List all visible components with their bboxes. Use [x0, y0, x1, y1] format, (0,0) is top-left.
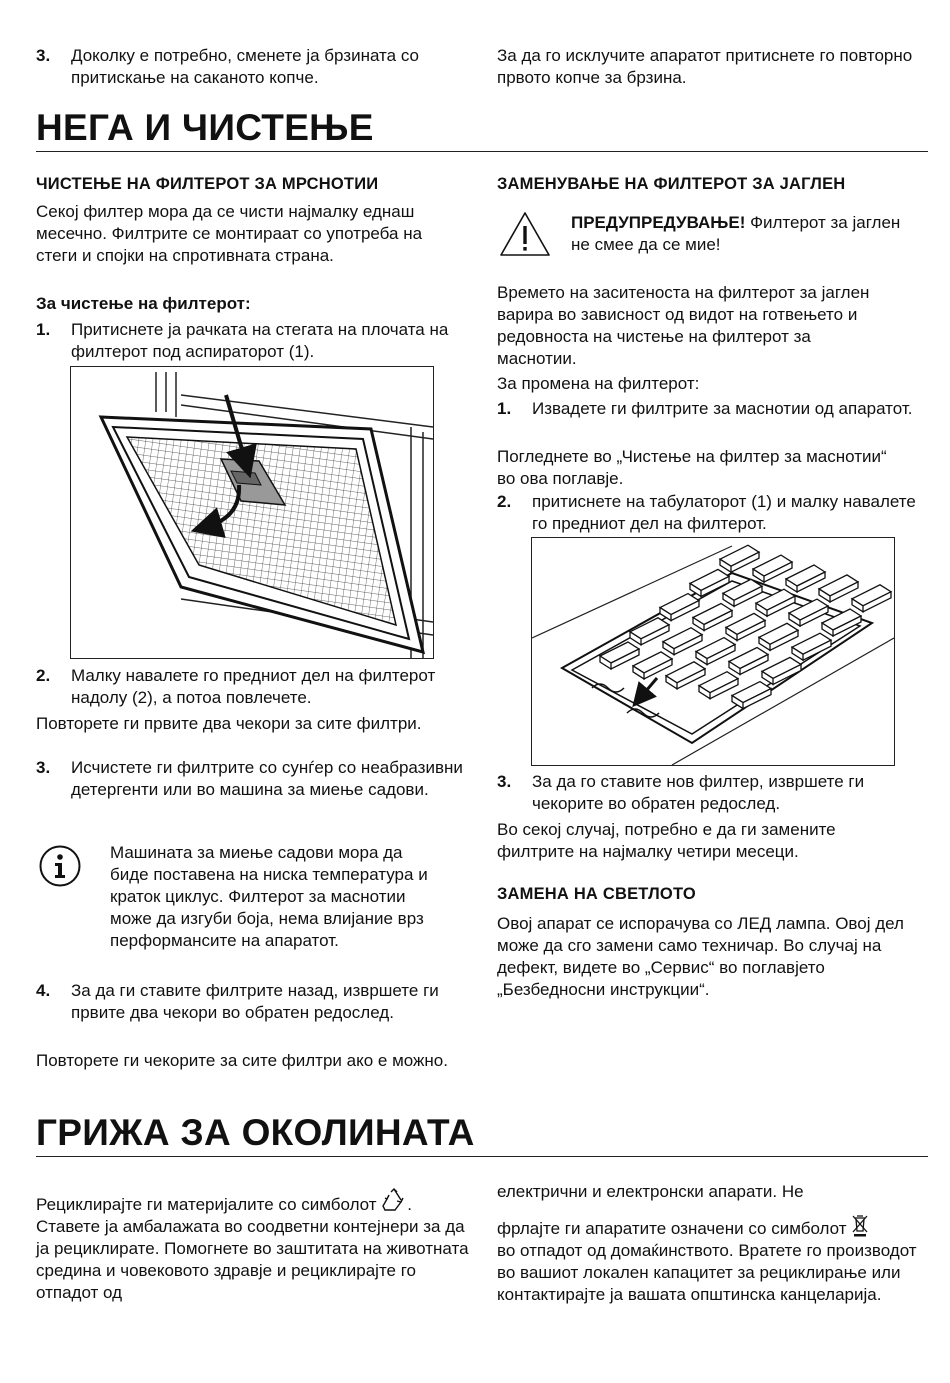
grease-filter-illustration — [71, 367, 433, 658]
step-text: За да го ставите нов филтер, извршете ги чекорите во обратен редослед. — [532, 772, 865, 813]
info-icon — [39, 845, 81, 887]
charcoal-para-4: Во секој случај, потребно е да ги замените филтрите на најмалку четири месеци. — [497, 820, 836, 861]
env-left-b: Ставете ја амбалажата во соодветни контејнери за да ја рециклирате. Помогнете во заштитата на животната средина и човековото здравје и рециклирајте го отпадот од — [36, 1217, 469, 1302]
top-right-text: За да го исклучите апаратот притиснете го повторно првото копче за брзина. — [497, 46, 913, 87]
warning-icon — [499, 211, 551, 257]
charcoal-para-2: За промена на филтерот: — [497, 374, 700, 393]
step-text: За да ги ставите филтрите назад, извршете ги првите два чекори во обратен редослед. — [71, 981, 439, 1022]
light-para: Овој апарат се испорачува со ЛЕД лампа. Овој дел може да сго замени само техничар. Во случај на дефект, видете во „Сервис“ во поглавјето „Безбедносни инструкции“. — [497, 914, 904, 999]
section-rule — [36, 151, 928, 152]
step-number: 3. — [36, 46, 51, 65]
charcoal-para-1: Времето на заситеноста на филтерот за јаглен варира во зависност од видот на готвењето и редовноста на чистење на филтерот за маснотии. — [497, 283, 870, 368]
env-left-a: Рециклирајте ги материјалите со симболот — [36, 1195, 382, 1214]
step-text: Малку навалете го предниот дел на филтерот надолу (2), а потоа повлечете. — [71, 666, 436, 707]
section-rule — [36, 1156, 928, 1157]
step-text: Извадете ги филтрите за маснотии од апаратот. — [532, 399, 913, 418]
step-number: 3. — [36, 758, 51, 777]
env-right-para — [497, 1213, 927, 1306]
figure-grease-filter — [70, 366, 434, 659]
charcoal-step-1 — [497, 398, 917, 442]
figure-charcoal-filter — [531, 537, 895, 766]
section-title-environment: ГРИЖА ЗА ОКОЛИНАТА — [36, 1112, 475, 1153]
step-number: 3. — [497, 772, 512, 791]
step-number: 1. — [497, 399, 512, 418]
top-step-3 — [36, 45, 466, 89]
step-text: Притиснете ја рачката на стегата на плочата на филтерот под аспираторот (1). — [71, 320, 449, 361]
heading-grease-filter: ЧИСТЕЊЕ НА ФИЛТЕРОТ ЗА МРСНОТИИ — [36, 175, 379, 193]
grease-step-3 — [36, 757, 471, 823]
grease-repeat-1: Повторете ги првите два чекори за сите филтри. — [36, 714, 422, 733]
step-text: притиснете на табулаторот (1) и малку навалете го предниот дел на филтерот. — [532, 492, 916, 533]
charcoal-filter-illustration — [532, 538, 894, 765]
charcoal-step-3 — [497, 771, 927, 815]
grease-step-2 — [36, 665, 466, 709]
heading-charcoal-filter: ЗАМЕНУВАЊЕ НА ФИЛТЕРОТ ЗА ЈАГЛЕН — [497, 175, 846, 193]
crossed-bin-icon — [851, 1213, 869, 1237]
step-number: 4. — [36, 981, 51, 1000]
step-text: Доколку е потребно, сменете ја брзината со притискање на саканото копче. — [71, 46, 419, 87]
grease-repeat-2: Повторете ги чекорите за сите филтри ако е можно. — [36, 1051, 448, 1070]
grease-intro: Секој филтер мора да се чисти најмалку еднаш месечно. Филтрите се монтираат со употреба на стеги и спојки на спротивната страна. — [36, 202, 423, 265]
step-number: 1. — [36, 320, 51, 339]
env-right-a: електрични и електронски апарати. Не — [497, 1182, 804, 1201]
env-right-b: фрлајте ги апаратите означени со симболот — [497, 1219, 847, 1238]
warning-label: ПРЕДУПРЕДУВАЊЕ! — [571, 213, 746, 232]
step-number: 2. — [497, 492, 512, 511]
grease-step-1 — [36, 319, 466, 363]
charcoal-para-3: Погледнете во „Чистење на филтер за маснотии“ во ова поглавје. — [497, 447, 887, 488]
recycle-icon — [381, 1188, 407, 1212]
heading-light-replacement: ЗАМЕНА НА СВЕТЛОТО — [497, 885, 696, 903]
step-text: Исчистете ги филтрите со сунѓер со неабразивни детергенти или во машина за миење садови. — [71, 758, 463, 799]
charcoal-step-2 — [497, 491, 917, 535]
step-number: 2. — [36, 666, 51, 685]
info-note-text: Машината за миење садови мора да биде поставена на ниска температура и краток циклус. Филтерот за маснотии може да изгуби боја, нема влијание врз перформансите на апаратот. — [110, 843, 428, 950]
warning-body: Филтерот за јаглен не смее да се мие! — [571, 213, 901, 254]
env-right-c: во отпадот од домаќинството. Вратете го производот во вашиот локален капацитет за рециклирање или контактирајте ја вашата општинска канцеларија. — [497, 1241, 917, 1304]
grease-step-4 — [36, 980, 471, 1046]
env-left-para: Рециклирајте ги материјалите со симболот . Ставете ја амбалажата во соодветни контејнери за да ја рециклирате. Помогнете во заштитата на животната средина и човековото здравје и рециклирајте го отпадот од — [36, 1188, 471, 1304]
grease-subheading: За чистење на филтерот: — [36, 294, 251, 313]
warning-text — [571, 212, 911, 256]
section-title-care: НЕГА И ЧИСТЕЊЕ — [36, 107, 374, 148]
